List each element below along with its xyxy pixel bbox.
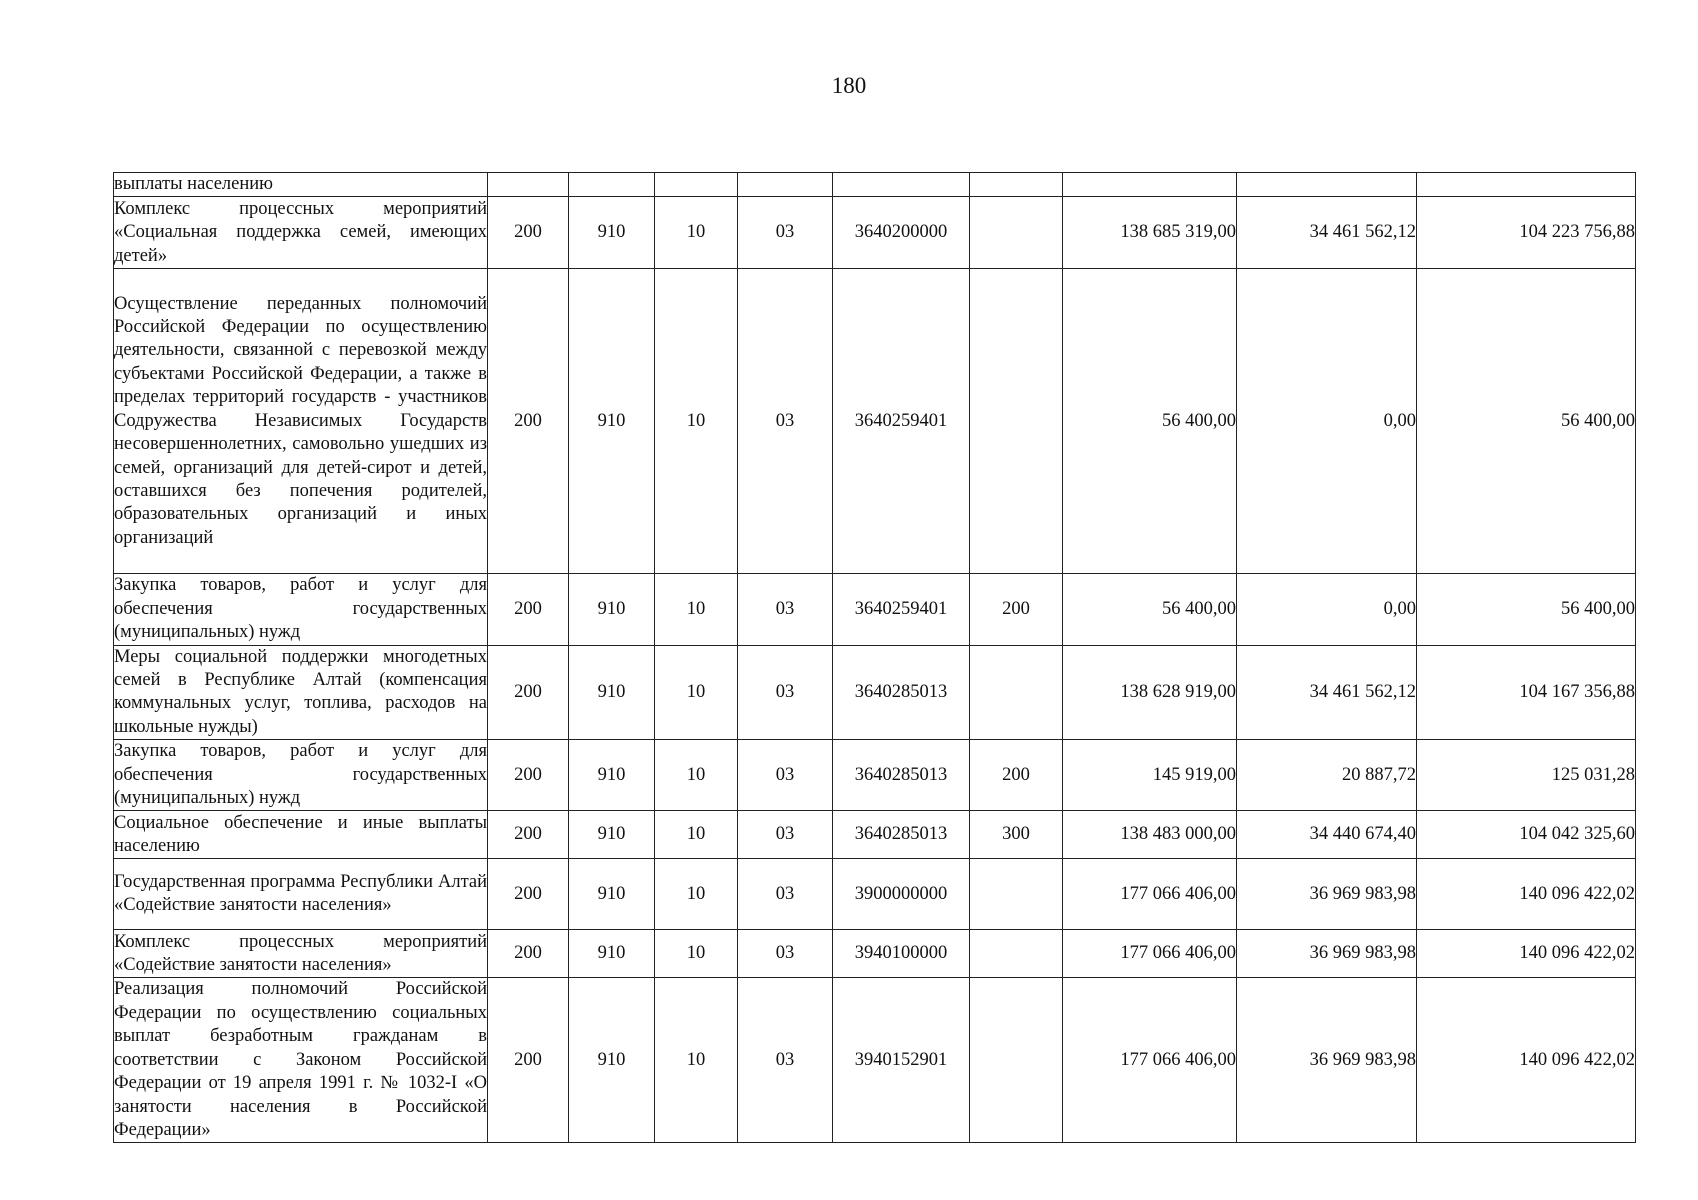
cell-planned-amount: 56 400,00 [1063,269,1237,574]
cell-expense-type: 200 [970,574,1063,645]
cell-target-article: 3900000000 [833,859,970,930]
cell-description: Меры социальной поддержки многодетных семей в Республике Алтай (компенсация коммунальных услуг, топлива, расходов на школьные нужды) [114,645,488,740]
cell-target-article [833,173,970,197]
cell-remaining-amount: 104 223 756,88 [1417,197,1636,269]
cell-description: Закупка товаров, работ и услуг для обеспечения государственных (муниципальных) нужд [114,740,488,811]
cell-remaining-amount: 125 031,28 [1417,740,1636,811]
cell-subsection-code: 03 [738,811,833,859]
cell-section-code: 10 [655,978,738,1143]
table-row [114,197,1636,269]
cell-description: Государственная программа Республики Алтай «Содействие занятости населения» [114,859,488,930]
cell-code-200: 200 [488,811,569,859]
cell-expense-type: 200 [970,740,1063,811]
cell-planned-amount: 138 685 319,00 [1063,197,1237,269]
cell-code-200 [488,173,569,197]
table-row [114,859,1636,930]
cell-code-200: 200 [488,740,569,811]
table-body [114,173,1636,1143]
cell-target-article: 3940152901 [833,978,970,1143]
cell-planned-amount: 145 919,00 [1063,740,1237,811]
cell-executed-amount: 0,00 [1237,574,1417,645]
cell-executed-amount: 0,00 [1237,269,1417,574]
cell-section-code: 10 [655,859,738,930]
cell-section-code: 10 [655,645,738,740]
cell-expense-type [970,173,1063,197]
cell-planned-amount: 56 400,00 [1063,574,1237,645]
cell-subsection-code: 03 [738,645,833,740]
cell-subsection-code: 03 [738,197,833,269]
table-row [114,930,1636,978]
cell-section-code: 10 [655,930,738,978]
cell-remaining-amount: 140 096 422,02 [1417,978,1636,1143]
cell-ministry-code: 910 [569,930,655,978]
cell-expense-type [970,645,1063,740]
cell-planned-amount: 177 066 406,00 [1063,859,1237,930]
cell-description: Реализация полномочий Российской Федерации по осуществлению социальных выплат безработным гражданам в соответствии с Законом Российской Федерации от 19 апреля 1991 г. № 1032-I «О занятости населения в Российской Федерации» [114,978,488,1143]
cell-target-article: 3640285013 [833,645,970,740]
table-row [114,574,1636,645]
cell-code-200: 200 [488,859,569,930]
cell-target-article: 3640259401 [833,269,970,574]
cell-section-code: 10 [655,811,738,859]
cell-target-article: 3640200000 [833,197,970,269]
cell-remaining-amount [1417,173,1636,197]
cell-ministry-code: 910 [569,859,655,930]
table-row [114,811,1636,859]
cell-section-code: 10 [655,269,738,574]
cell-ministry-code: 910 [569,269,655,574]
cell-code-200: 200 [488,197,569,269]
cell-expense-type [970,269,1063,574]
table-row [114,173,1636,197]
cell-executed-amount [1237,173,1417,197]
cell-subsection-code: 03 [738,978,833,1143]
cell-description: выплаты населению [114,173,488,197]
cell-remaining-amount: 140 096 422,02 [1417,859,1636,930]
cell-code-200: 200 [488,978,569,1143]
cell-section-code [655,173,738,197]
table-row [114,269,1636,574]
cell-code-200: 200 [488,930,569,978]
cell-ministry-code: 910 [569,645,655,740]
cell-target-article: 3640285013 [833,740,970,811]
cell-expense-type [970,197,1063,269]
cell-expense-type [970,930,1063,978]
cell-target-article: 3640259401 [833,574,970,645]
cell-executed-amount: 36 969 983,98 [1237,859,1417,930]
cell-description: Комплекс процессных мероприятий «Содействие занятости населения» [114,930,488,978]
cell-subsection-code: 03 [738,269,833,574]
cell-expense-type: 300 [970,811,1063,859]
cell-section-code: 10 [655,740,738,811]
cell-description: Социальное обеспечение и иные выплаты населению [114,811,488,859]
cell-code-200: 200 [488,645,569,740]
cell-ministry-code: 910 [569,574,655,645]
cell-subsection-code: 03 [738,574,833,645]
cell-executed-amount: 36 969 983,98 [1237,978,1417,1143]
cell-code-200: 200 [488,269,569,574]
table-row [114,978,1636,1143]
cell-planned-amount [1063,173,1237,197]
cell-executed-amount: 20 887,72 [1237,740,1417,811]
page-number: 180 [831,73,867,98]
cell-subsection-code [738,173,833,197]
cell-target-article: 3940100000 [833,930,970,978]
cell-description: Комплекс процессных мероприятий «Социальная поддержка семей, имеющих детей» [114,197,488,269]
cell-description: Закупка товаров, работ и услуг для обеспечения государственных (муниципальных) нужд [114,574,488,645]
cell-planned-amount: 177 066 406,00 [1063,930,1237,978]
cell-section-code: 10 [655,574,738,645]
cell-expense-type [970,978,1063,1143]
cell-planned-amount: 138 628 919,00 [1063,645,1237,740]
cell-ministry-code: 910 [569,978,655,1143]
cell-section-code: 10 [655,197,738,269]
cell-executed-amount: 34 461 562,12 [1237,197,1417,269]
cell-subsection-code: 03 [738,859,833,930]
cell-remaining-amount: 140 096 422,02 [1417,930,1636,978]
budget-table [113,172,1636,1143]
table-row [114,645,1636,740]
cell-remaining-amount: 104 042 325,60 [1417,811,1636,859]
cell-description: Осуществление переданных полномочий Российской Федерации по осуществлению деятельности, связанной с перевозкой между субъектами Российской Федерации, а также в пределах территорий государств - участников Содружества Независимых Государств несовершеннолетних, самовольно ушедших из семей, организаций для детей-сирот и детей, оставшихся без попечения родителей, образовательных организаций и иных организаций [114,269,488,574]
cell-expense-type [970,859,1063,930]
cell-ministry-code: 910 [569,811,655,859]
cell-target-article: 3640285013 [833,811,970,859]
cell-remaining-amount: 56 400,00 [1417,269,1636,574]
cell-remaining-amount: 56 400,00 [1417,574,1636,645]
cell-ministry-code [569,173,655,197]
cell-subsection-code: 03 [738,930,833,978]
cell-planned-amount: 177 066 406,00 [1063,978,1237,1143]
cell-executed-amount: 36 969 983,98 [1237,930,1417,978]
cell-code-200: 200 [488,574,569,645]
cell-executed-amount: 34 440 674,40 [1237,811,1417,859]
cell-subsection-code: 03 [738,740,833,811]
cell-remaining-amount: 104 167 356,88 [1417,645,1636,740]
cell-ministry-code: 910 [569,197,655,269]
cell-ministry-code: 910 [569,740,655,811]
cell-planned-amount: 138 483 000,00 [1063,811,1237,859]
table-row [114,740,1636,811]
cell-executed-amount: 34 461 562,12 [1237,645,1417,740]
